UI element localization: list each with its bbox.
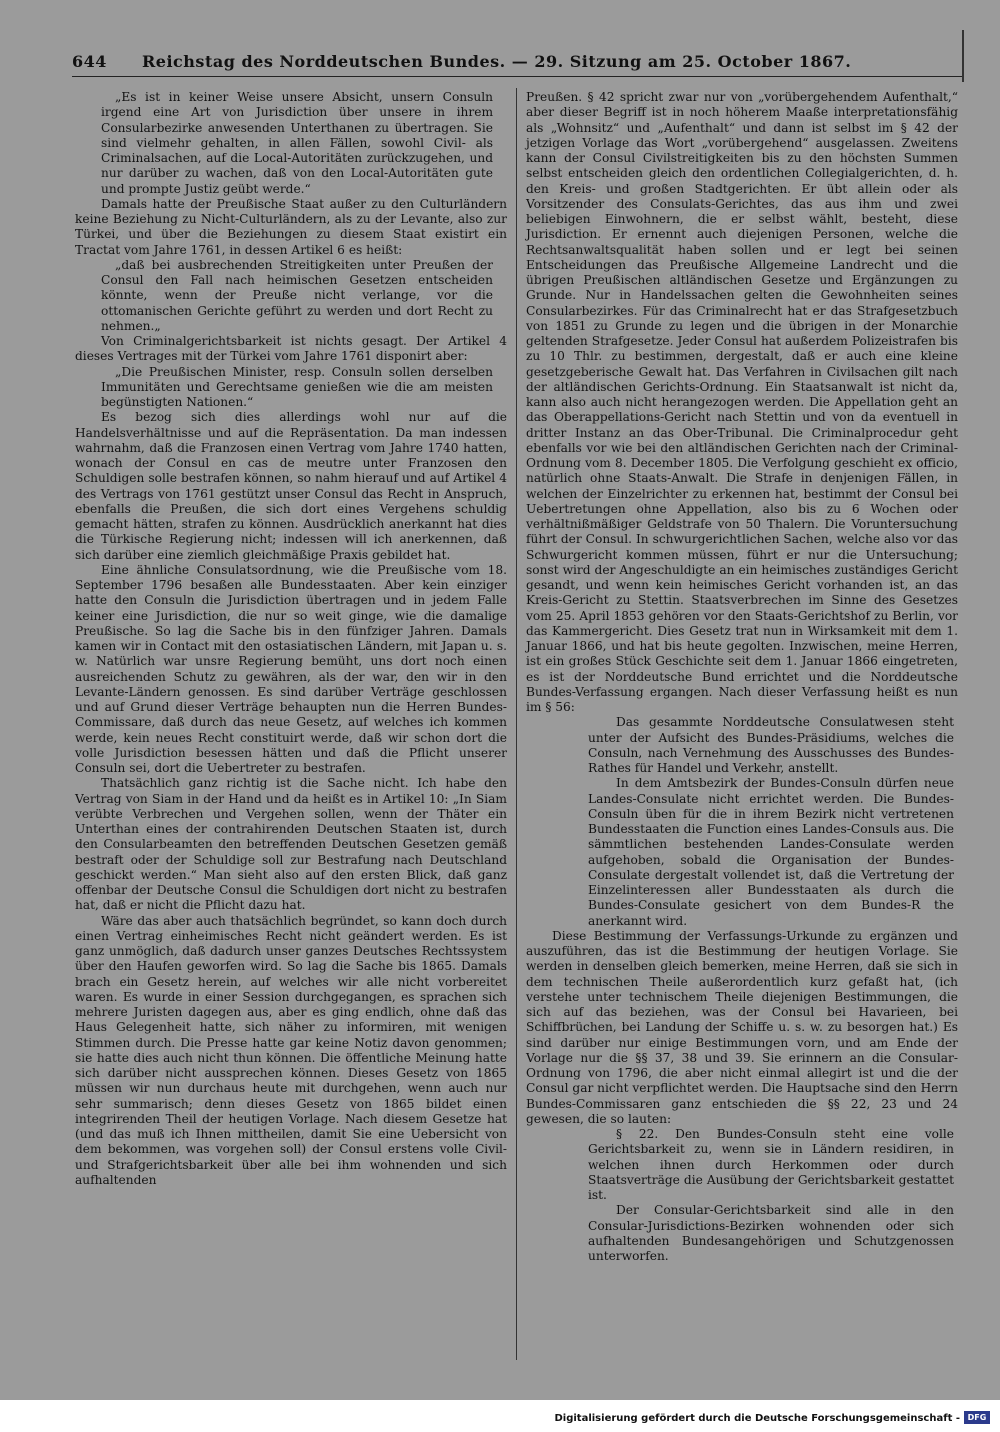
right-column-paragraph: Preußen. § 42 spricht zwar nur von „vorübergehendem Aufenthalt,“ aber dieser Begriff ist in noch höherem Maaße interpretationsfähig als „Wohnsitz“ und „Aufenthalt“ und dann ist selbst im § 42 der jetzigen Vorlage das Wort „vorübergehend“ ausgelassen. Zweitens kann der Consul Civilstreitigkeiten bis zu den höchsten Summen selbst entscheiden gleich den ordentlichen Collegialgerichten, d. h. den Kreis- und großen Stadtgerichten. Er übt allein oder als Vorsitzender des Consulats-Gerichtes, das aus ihm und zwei beliebigen Einwohnern, die er selbst wählt, besteht, diese Jurisdiction. Er ernennt auch diejenigen Personen, welche die Rechtsanwaltsqualität haben sollen und er legt bei seinen Entscheidungen das Preußische Allgemeine Landrecht und die übrigen Preußischen altländischen Gesetze und Ergänzungen zu Grunde. Nur in Handelssachen gelten die Gewohnheiten seines Consularbezirkes. Für das Criminalrecht hat er das Strafgesetzbuch von 1851 zu Grunde zu legen und die übrigen in der Monarchie geltenden Strafgesetze. Jeder Consul hat außerdem Polizeistrafen bis zu 10 Thlr. zu bestimmen, dergestalt, daß er auch eine kleine gesetzgeberische Gewalt hat. Das Verfahren in Civilsachen gilt nach der altländischen Gerichts-Ordnung. Ein Staatsanwalt ist nicht da, kann also auch nicht herangezogen werden. Die Appellation geht an das Oberappellations-Gericht nach Stettin und von da eventuell in dritter Instanz an das Ober-Tribunal. Die Criminalprocedur geht ebenfalls vor wie bei den altländischen Gerichten nach der Criminal-Ordnung vom 8. December 1805. Die Verfolgung geschieht ex officio, natürlich ohne Staats-Anwalt. Die Strafe in denjenigen Fällen, in welchen der Einzelrichter zu erkennen hat, bestimmt der Consul bei Uebertretungen ohne Appellation, also bis zu 6 Wochen oder verhältnißmäßiger Geldstrafe von 50 Thalern. Die Voruntersuchung führt der Consul. In schwurgerichtlichen Sachen, welche also vor das Schwurgericht kommen müssen, führt er nur die Untersuchung; sonst wird der Angeschuldigte an ein heimisches zuständiges Gericht gesandt, und wenn kein heimisches Gericht vorhanden ist, an das Kreis-Gericht zu Stettin. Staatsverbrechen im Sinne des Gesetzes vom 25. April 1853 gehören vor den Staats-Gerichtshof zu Berlin, vor das Kammergericht. Dies Gesetz trat nun in Wirksamkeit mit dem 1. Januar 1866, und hat bis heute gegolten. Inzwischen, meine Herren, ist ein großes Stück Geschichte seit dem 1. Januar 1866 eingetreten, es ist der Norddeutsche Bund errichtet und die Norddeutsche Bundes-Verfassung ergangen. Nach dieser Verfassung heißt es nun im § 56:	[526, 90, 958, 714]
column-divider	[516, 88, 517, 1360]
right-column-paragraph: § 22. Den Bundes-Consuln steht eine volle Gerichtsbarkeit zu, wenn sie in Ländern residiren, in welchen ihnen durch Herkommen oder durch Staatsverträge die Ausübung der Gerichtsbarkeit gestattet ist.	[588, 1127, 954, 1202]
page-header	[72, 52, 962, 74]
right-column-paragraph: Das gesammte Norddeutsche Consulatwesen steht unter der Aufsicht des Bundes-Präsidiums, welches die Consuln, nach Vernehmung des Ausschusses des Bundes-Rathes für Handel und Verkehr, anstellt.	[588, 715, 954, 775]
page-number: 644	[72, 52, 107, 71]
funding-note: Digitalisierung gefördert durch die Deutsche Forschungsgemeinschaft -	[554, 1413, 960, 1424]
left-column-paragraph: Damals hatte der Preußische Staat außer zu den Culturländern keine Beziehung zu Nicht-Culturländern, als zu der Levante, also zur Türkei, und über die Beziehungen zu diesem Staat existirt ein Tractat vom Jahre 1761, in dessen Artikel 6 es heißt:	[75, 196, 507, 257]
right-column-paragraph: Der Consular-Gerichtsbarkeit sind alle in den Consular-Jurisdictions-Bezirken wohnenden oder sich aufhaltenden Bundesangehörigen und Schutzgenossen unterworfen.	[588, 1203, 954, 1263]
left-column-paragraph: „daß bei ausbrechenden Streitigkeiten unter Preußen der Consul den Fall nach heimischen Gesetzen entscheiden könnte, wenn der Preuße nicht verlange, vor die ottomanischen Gerichte geführt zu werden und dort Recht zu nehmen.„	[101, 257, 493, 333]
dfg-logo: DFG	[964, 1411, 990, 1424]
left-column-paragraph: „Die Preußischen Minister, resp. Consuln sollen derselben Immunitäten und Gerechtsame genießen wie die am meisten begünstigten Nationen.“	[101, 364, 493, 409]
left-column-paragraph: Es bezog sich dies allerdings wohl nur auf die Handelsverhältnisse und auf die Repräsentation. Da man indessen wahrnahm, daß die Franzosen einen Vertrag vom Jahre 1740 hatten, wonach der Consul en cas de meutre unter Franzosen den Schuldigen solle bestrafen können, so nahm hierauf und auf Artikel 4 des Vertrags von 1761 gestützt unser Consul das Recht in Anspruch, ebenfalls die Preußen, die sich dort eines Vergehens schuldig gemacht hätten, strafen zu können. Ausdrücklich anerkannt hat dies die Türkische Regierung nicht; indessen will ich anerkennen, daß sich darüber eine ziemlich gleichmäßige Praxis gebildet hat.	[75, 410, 507, 562]
right-column-paragraph: In dem Amtsbezirk der Bundes-Consuln dürfen neue Landes-Consulate nicht errichtet werden. Die Bundes-Consuln üben für die in ihrem Bezirk nicht vertretenen Bundesstaaten die Function eines Landes-Consuls aus. Die sämmtlichen bestehenden Landes-Consulate werden aufgehoben, sobald die Organisation der Bundes-Consulate dergestalt vollendet ist, daß die Vertretung der Einzelinteressen aller Bundesstaaten als durch die Bundes-Consulate gesichert von dem Bundes-R the anerkannt wird.	[588, 776, 954, 928]
left-column-paragraph: Eine ähnliche Consulatsordnung, wie die Preußische vom 18. September 1796 besaßen alle Bundesstaaten. Aber kein einziger hatte den Consuln die Jurisdiction übertragen und in jedem Falle keiner eine Jurisdiction, die nur so weit ginge, wie die damalige Preußische. So lag die Sache bis in den fünfziger Jahren. Damals kamen wir in Contact mit den ostasiatischen Ländern, mit Japan u. s. w. Natürlich war unsre Regierung bemüht, uns dort noch einen ausreichenden Schutz zu gewähren, als der war, den wir in den Levante-Ländern genossen. Es sind darüber Verträge geschlossen und auf Grund dieser Verträge behaupten nun die Herren Bundes-Commissare, daß durch das neue Gesetz, auf welches ich kommen werde, kein neues Recht constituirt werde, daß wir schon dort die volle Jurisdiction besessen hätten und daß die Pflicht unserer Consuln sei, dort die Uebertreter zu bestrafen.	[75, 562, 507, 775]
left-column-paragraph: Von Criminalgerichtsbarkeit ist nichts gesagt. Der Artikel 4 dieses Vertrages mit der Türkei vom Jahre 1761 disponirt aber:	[75, 334, 507, 364]
right-column-paragraph: Diese Bestimmung der Verfassungs-Urkunde zu ergänzen und auszuführen, das ist die Bestimmung der heutigen Vorlage. Sie werden in denselben gleich bemerken, meine Herren, daß sie sich in dem technischen Theile außerordentlich kurz gefaßt hat, (ich verstehe unter technischem Theile diejenigen Bestimmungen, die sich auf das beziehen, was der Consul bei Havarieen, bei Schiffbrüchen, bei Landung der Schiffe u. s. w. zu besorgen hat.) Es sind darüber nur einige Bestimmungen vorn, und am Ende der Vorlage nur die §§ 37, 38 und 39. Sie erinnern an die Consular-Ordnung von 1796, die aber nicht einmal allegirt ist und die der Consul gar nicht verpflichtet werden. Die Hauptsache sind den Herrn Bundes-Commissaren ganz entschieden die §§ 22, 23 und 24 gewesen, die so lauten:	[526, 928, 958, 1126]
right-column	[526, 90, 958, 1264]
header-rule	[72, 76, 962, 77]
running-title: Reichstag des Norddeutschen Bundes. — 29. Sitzung am 25. October 1867.	[142, 52, 852, 71]
edge-mark	[962, 30, 964, 82]
left-column-paragraph: „Es ist in keiner Weise unsere Absicht, unsern Consuln irgend eine Art von Jurisdiction über unsere in ihrem Consularbezirke anwesenden Unterthanen zu übertragen. Sie sind vielmehr gehalten, in allen Fällen, sowohl Civil- als Criminalsachen, auf die Local-Autoritäten zurückzugehen, und nur darüber zu wachen, daß von den Local-Autoritäten gute und prompte Justiz geübt werde.“	[101, 90, 493, 196]
left-column-paragraph: Wäre das aber auch thatsächlich begründet, so kann doch durch einen Vertrag einheimisches Recht nicht geändert werden. Es ist ganz unmöglich, daß dadurch unser ganzes Deutsches Rechtssystem über den Haufen geworfen wird. So lag die Sache bis 1865. Damals brach ein Gesetz herein, auf welches wir alle nicht vorbereitet waren. Es wurde in einer Session durchgegangen, es sprachen sich mehrere Juristen dagegen aus, aber es ging endlich, ohne daß das Haus Gelegenheit hatte, sich näher zu informiren, mit wenigen Stimmen durch. Die Presse hatte gar keine Notiz davon genommen; sie hatte dies auch nicht thun können. Die öffentliche Meinung hatte sich darüber nicht aussprechen können. Dieses Gesetz von 1865 müssen wir nun durchaus heute mit durchgehen, wenn auch nur sehr summarisch; denn dieses Gesetz von 1865 bildet einen integrirenden Theil der heutigen Vorlage. Nach diesem Gesetze hat (und das muß ich Ihnen mittheilen, damit Sie eine Uebersicht von dem bekommen, was vorgehen soll) der Consul erstens volle Civil- und Strafgerichtsbarkeit über alle bei ihm wohnenden und sich aufhaltenden	[75, 913, 507, 1187]
left-column	[75, 90, 507, 1188]
left-column-paragraph: Thatsächlich ganz richtig ist die Sache nicht. Ich habe den Vertrag von Siam in der Hand und da heißt es in Artikel 10: „In Siam verübte Verbrechen und Vergehen sollen, wenn der Thäter ein Unterthan eines der contrahirenden Deutschen Staaten ist, durch den Consularbeamten den betreffenden Deutschen Gesetzen gemäß bestraft oder der Schuldige soll zur Bestrafung nach Deutschland geschickt werden.“ Man sieht also auf den ersten Blick, daß ganz offenbar der Deutsche Consul die Schuldigen dort nicht zu bestrafen hat, daß er nicht die Pflicht dazu hat.	[75, 776, 507, 913]
